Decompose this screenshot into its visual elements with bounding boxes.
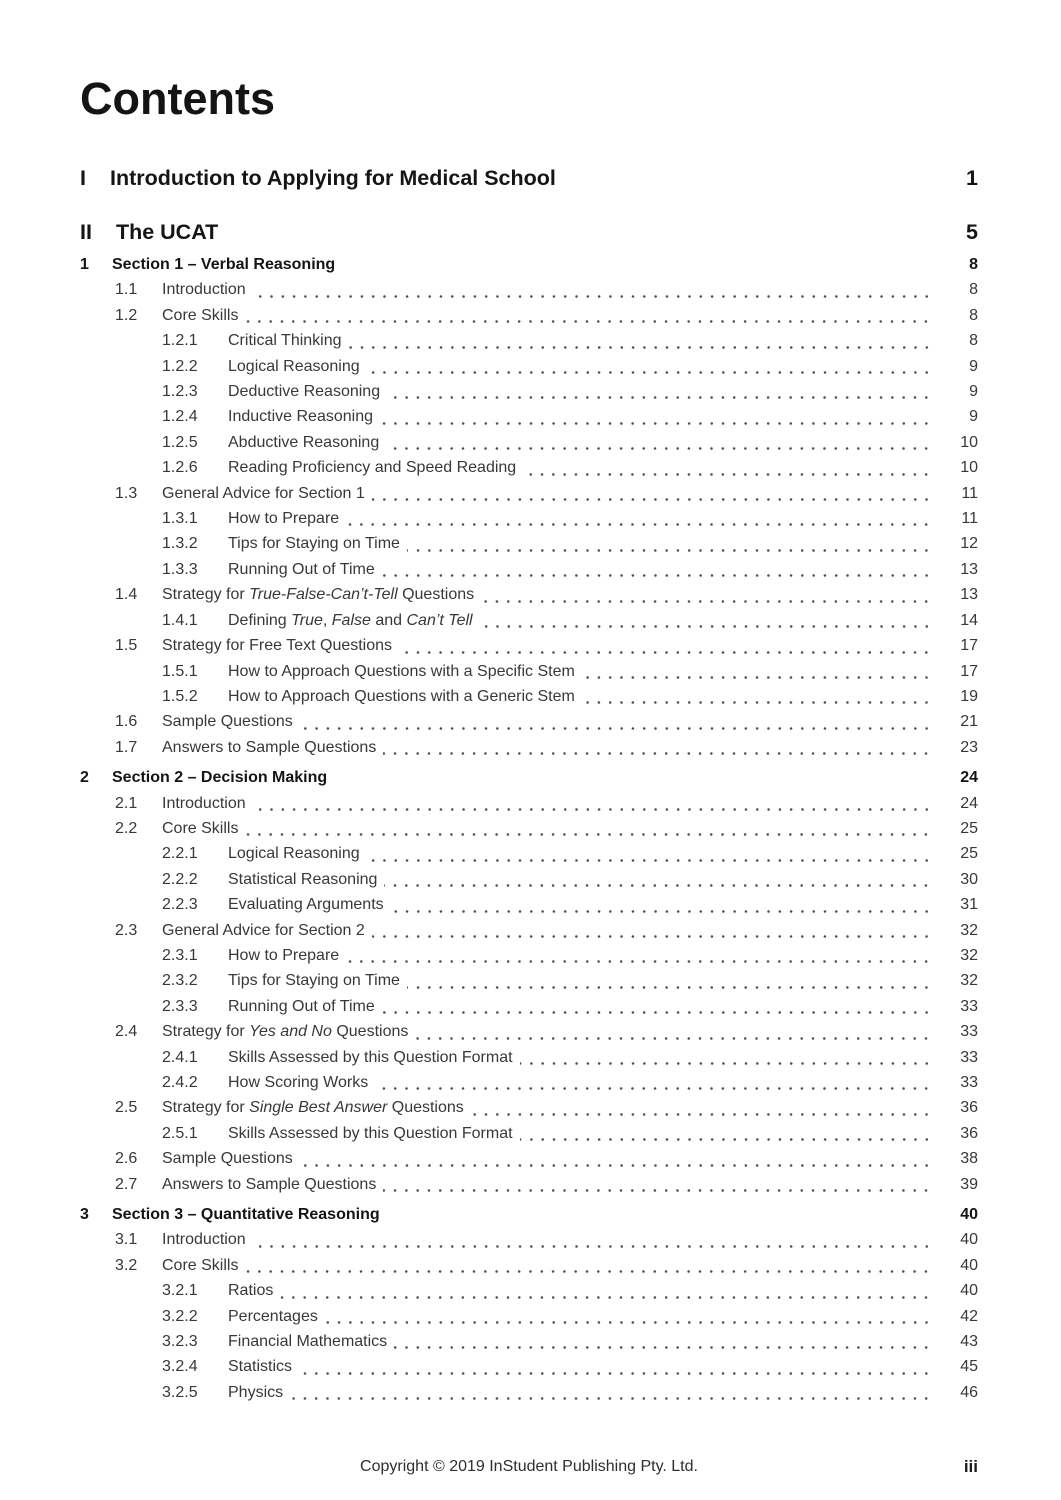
toc-entry-page: 24 xyxy=(960,769,978,787)
toc-entry-title: Deductive Reasoning xyxy=(228,383,381,401)
dot-leader xyxy=(415,1036,932,1041)
toc-entry-number: I xyxy=(80,166,86,190)
toc-entry-2-4-1 xyxy=(80,1045,978,1070)
toc-entry-title: How to Prepare xyxy=(228,510,340,528)
toc-entry-2-1 xyxy=(80,791,978,816)
toc-entry-title: Logical Reasoning xyxy=(228,357,360,375)
dot-leader xyxy=(290,1396,932,1401)
toc-entry-page: 8 xyxy=(969,332,978,350)
toc-entry-page: 45 xyxy=(960,1358,978,1376)
toc-entry-title: Running Out of Time xyxy=(228,560,375,578)
toc-entry-2-2 xyxy=(80,816,978,841)
toc-entry-number: 1.5.2 xyxy=(162,687,198,705)
toc-entry-page: 13 xyxy=(960,560,978,578)
toc-entry-page: 8 xyxy=(969,256,978,273)
toc-entry-number: 3.2 xyxy=(115,1256,138,1274)
toc-entry-number: 2.2.1 xyxy=(162,845,198,863)
toc-entry-title: Ratios xyxy=(228,1282,274,1300)
toc-entry-title: Defining True, False and Can’t Tell xyxy=(228,611,473,629)
toc-entry-2-2-2 xyxy=(80,867,978,892)
toc-entry-number: 1.3.2 xyxy=(162,535,198,553)
toc-entry-2-2-3 xyxy=(80,892,978,917)
toc-entry-number: 1.2.1 xyxy=(162,332,198,350)
toc-entry-title: Answers to Sample Questions xyxy=(162,738,377,756)
dot-leader xyxy=(346,522,932,527)
toc-entry-page: 9 xyxy=(969,383,978,401)
toc-entry-number: 1.2.6 xyxy=(162,459,198,477)
toc-entry-page: 23 xyxy=(960,738,978,756)
toc-entry-2-6 xyxy=(80,1146,978,1171)
dot-leader xyxy=(387,395,932,400)
dot-leader xyxy=(245,1269,932,1274)
dot-leader xyxy=(582,675,932,680)
toc-entry-page: 40 xyxy=(960,1231,978,1249)
dot-leader xyxy=(300,1163,932,1168)
toc-entry-1-2-3 xyxy=(80,379,978,404)
toc-entry-3-2-1 xyxy=(80,1278,978,1303)
toc-entry-number: 1.5 xyxy=(115,637,138,655)
toc-entry-title: Percentages xyxy=(228,1307,318,1325)
toc-entry-1-2-1 xyxy=(80,328,978,353)
toc-entry-title: Skills Assessed by this Question Format xyxy=(228,1124,513,1142)
toc-entry-number: 2.5 xyxy=(115,1099,138,1117)
toc-entry-title: How Scoring Works xyxy=(228,1074,369,1091)
toc-entry-page: 14 xyxy=(960,611,978,629)
toc-entry-2 xyxy=(80,765,978,790)
toc-entry-page: 10 xyxy=(960,459,978,477)
toc-entry-i xyxy=(80,163,978,193)
dot-leader xyxy=(380,421,932,426)
toc-entry-title: Tips for Staying on Time xyxy=(228,535,400,553)
dot-leader xyxy=(346,959,932,964)
toc-entry-2-4-2 xyxy=(80,1070,978,1095)
toc-entry-1-2-2 xyxy=(80,354,978,379)
toc-entry-number: 1.4.1 xyxy=(162,611,198,629)
dot-leader xyxy=(280,1295,932,1300)
toc-entry-title: Introduction xyxy=(162,794,246,812)
toc-entry-title: How to Approach Questions with a Specific Stem xyxy=(228,662,575,680)
toc-entry-page: 9 xyxy=(969,357,978,375)
copyright-text: Copyright © 2019 InStudent Publishing Pty. Ltd. xyxy=(360,1458,698,1475)
toc-entry-page: 11 xyxy=(961,510,978,528)
toc-entry-1-3-3 xyxy=(80,557,978,582)
toc-entry-page: 40 xyxy=(960,1256,978,1274)
toc-entry-1-2-4 xyxy=(80,404,978,429)
dot-leader xyxy=(382,1010,932,1015)
toc-entry-1-5 xyxy=(80,633,978,658)
dot-leader xyxy=(480,624,932,629)
toc-entry-page: 19 xyxy=(960,687,978,705)
toc-entry-2-4 xyxy=(80,1019,978,1044)
toc-entry-page: 8 xyxy=(969,306,978,324)
toc-entry-page: 25 xyxy=(960,845,978,863)
toc-entry-page: 9 xyxy=(969,408,978,426)
toc-entry-1 xyxy=(80,252,978,277)
toc-entry-page: 40 xyxy=(960,1206,978,1224)
toc-entry-page: 12 xyxy=(960,535,978,553)
toc-entry-page: 33 xyxy=(960,1023,978,1041)
toc-entry-title: Introduction xyxy=(162,1231,246,1249)
toc-entry-2-5 xyxy=(80,1095,978,1120)
toc-entry-number: 1.3.1 xyxy=(162,510,198,528)
toc-entry-title: Statistical Reasoning xyxy=(228,870,378,888)
toc-entry-title: Skills Assessed by this Question Format xyxy=(228,1048,513,1066)
toc-entry-number: II xyxy=(80,220,92,244)
toc-entry-number: 1.2.5 xyxy=(162,433,198,451)
toc-entry-page: 36 xyxy=(960,1124,978,1142)
toc-entry-number: 2.2 xyxy=(115,819,138,837)
toc-entry-page: 42 xyxy=(960,1307,978,1325)
toc-entry-number: 1.3 xyxy=(115,484,138,502)
toc-entry-page: 1 xyxy=(966,166,978,190)
toc-entry-2-3-1 xyxy=(80,943,978,968)
toc-entry-number: 1.5.1 xyxy=(162,662,198,680)
dot-leader xyxy=(382,573,932,578)
toc-entry-title: Section 2 – Decision Making xyxy=(112,769,328,787)
toc-entry-title: Critical Thinking xyxy=(228,332,342,350)
toc-entry-title: Running Out of Time xyxy=(228,997,375,1015)
dot-leader xyxy=(367,858,932,863)
dot-leader xyxy=(523,472,932,477)
toc-entry-number: 1.6 xyxy=(115,713,138,731)
toc-entry-number: 1.7 xyxy=(115,738,138,756)
dot-leader xyxy=(372,497,932,502)
toc-entry-1-3-1 xyxy=(80,506,978,531)
dot-leader xyxy=(300,726,932,731)
toc-entry-3-2-2 xyxy=(80,1304,978,1329)
folio-page-number: iii xyxy=(963,1457,978,1476)
toc-entry-number: 3.2.2 xyxy=(162,1307,198,1325)
dot-leader xyxy=(383,1188,932,1193)
toc-entry-title: Statistics xyxy=(228,1358,293,1376)
toc-entry-page: 25 xyxy=(960,819,978,837)
toc-entry-number: 3.2.5 xyxy=(162,1383,198,1401)
dot-leader xyxy=(325,1320,932,1325)
toc-entry-number: 3 xyxy=(80,1206,89,1224)
toc-entry-number: 1.3.3 xyxy=(162,560,198,578)
dot-leader xyxy=(386,446,932,451)
dot-leader xyxy=(349,345,932,350)
toc-entry-number: 1.1 xyxy=(115,281,138,299)
toc-entry-title: Strategy for Single Best Answer Questions xyxy=(162,1099,464,1117)
toc-entry-page: 17 xyxy=(960,662,978,680)
toc-entry-page: 40 xyxy=(960,1282,978,1300)
toc-entry-number: 2 xyxy=(80,769,89,787)
toc-entry-page: 31 xyxy=(960,896,978,914)
toc-entry-1-3 xyxy=(80,481,978,506)
toc-entry-page: 24 xyxy=(960,794,978,812)
toc-entry-title: Core Skills xyxy=(162,306,239,324)
toc-entry-page: 32 xyxy=(960,946,978,964)
toc-entry-1-2-6 xyxy=(80,455,978,480)
toc-entry-number: 1.2.4 xyxy=(162,408,198,426)
toc-entry-1-5-1 xyxy=(80,659,978,684)
toc-entry-page: 33 xyxy=(960,997,978,1015)
toc-entry-title: General Advice for Section 1 xyxy=(162,484,365,502)
toc-entry-title: General Advice for Section 2 xyxy=(162,921,365,939)
toc-entry-title: Strategy for Yes and No Questions xyxy=(162,1023,409,1041)
toc-list xyxy=(80,163,978,1405)
dot-leader xyxy=(253,807,932,812)
toc-entry-2-3-3 xyxy=(80,994,978,1019)
toc-entry-title: Evaluating Arguments xyxy=(228,896,384,914)
toc-entry-2-3-2 xyxy=(80,968,978,993)
toc-entry-title: Strategy for True-False-Can’t-Tell Questions xyxy=(162,586,475,604)
toc-entry-1-2 xyxy=(80,303,978,328)
toc-entry-number: 3.2.1 xyxy=(162,1282,198,1300)
dot-leader xyxy=(299,1371,932,1376)
toc-entry-number: 2.6 xyxy=(115,1150,138,1168)
dot-leader xyxy=(391,909,932,914)
dot-leader xyxy=(471,1112,932,1117)
dot-leader xyxy=(582,700,932,705)
toc-entry-title: Tips for Staying on Time xyxy=(228,972,400,990)
page-footer xyxy=(80,1456,978,1478)
toc-entry-page: 11 xyxy=(961,484,978,502)
dot-leader xyxy=(481,599,932,604)
toc-entry-title: How to Approach Questions with a Generic Stem xyxy=(228,687,575,705)
dot-leader xyxy=(245,832,932,837)
dot-leader xyxy=(384,883,932,888)
toc-entry-1-5-2 xyxy=(80,684,978,709)
dot-leader xyxy=(253,1244,932,1249)
toc-entry-3-2-4 xyxy=(80,1354,978,1379)
dot-leader xyxy=(253,294,932,299)
toc-entry-1-7 xyxy=(80,735,978,760)
toc-entry-page: 32 xyxy=(960,972,978,990)
toc-entry-number: 1 xyxy=(80,256,89,273)
toc-entry-title: Section 3 – Quantitative Reasoning xyxy=(112,1206,380,1224)
toc-entry-page: 39 xyxy=(960,1175,978,1193)
toc-entry-title: Core Skills xyxy=(162,1256,239,1274)
toc-entry-title: Core Skills xyxy=(162,819,239,837)
toc-entry-3 xyxy=(80,1202,978,1227)
toc-entry-number: 2.1 xyxy=(115,794,138,812)
toc-entry-page: 13 xyxy=(960,586,978,604)
toc-entry-title: Introduction xyxy=(162,281,246,299)
toc-entry-page: 33 xyxy=(960,1048,978,1066)
toc-entry-3-1 xyxy=(80,1227,978,1252)
toc-entry-number: 3.2.3 xyxy=(162,1333,198,1351)
toc-entry-title: Introduction to Applying for Medical School xyxy=(109,166,556,190)
toc-entry-3-2-5 xyxy=(80,1380,978,1405)
toc-entry-number: 2.7 xyxy=(115,1175,138,1193)
toc-entry-number: 1.2.2 xyxy=(162,357,198,375)
toc-entry-title: Sample Questions xyxy=(162,713,293,731)
toc-entry-number: 1.2.3 xyxy=(162,383,198,401)
toc-entry-page: 10 xyxy=(960,433,978,451)
toc-entry-title: Logical Reasoning xyxy=(228,845,360,863)
toc-entry-1-4 xyxy=(80,582,978,607)
dot-leader xyxy=(367,370,932,375)
toc-entry-title: Strategy for Free Text Questions xyxy=(162,637,393,655)
toc-entry-number: 2.3 xyxy=(115,921,138,939)
toc-entry-title: Abductive Reasoning xyxy=(228,433,380,451)
toc-entry-page: 43 xyxy=(960,1333,978,1351)
toc-entry-ii xyxy=(80,217,978,247)
toc-entry-title: Section 1 – Verbal Reasoning xyxy=(112,256,336,273)
toc-entry-page: 33 xyxy=(960,1074,978,1091)
toc-entry-number: 2.2.3 xyxy=(162,896,198,914)
dot-leader xyxy=(520,1137,932,1142)
toc-entry-page: 21 xyxy=(960,713,978,731)
dot-leader xyxy=(372,934,932,939)
toc-entry-title: Answers to Sample Questions xyxy=(162,1175,377,1193)
toc-entry-number: 2.3.2 xyxy=(162,972,198,990)
toc-entry-number: 3.1 xyxy=(115,1231,138,1249)
toc-entry-number: 2.5.1 xyxy=(162,1124,198,1142)
toc-entry-title: How to Prepare xyxy=(228,946,340,964)
toc-entry-3-2-3 xyxy=(80,1329,978,1354)
toc-entry-2-2-1 xyxy=(80,841,978,866)
page-title: Contents xyxy=(80,73,275,124)
toc-entry-title: Inductive Reasoning xyxy=(228,408,373,426)
toc-entry-2-5-1 xyxy=(80,1121,978,1146)
dot-leader xyxy=(375,1086,932,1091)
toc-entry-1-2-5 xyxy=(80,430,978,455)
dot-leader xyxy=(407,985,932,990)
toc-entry-page: 17 xyxy=(960,637,978,655)
toc-entry-page: 8 xyxy=(969,281,978,299)
toc-entry-title: Financial Mathematics xyxy=(228,1333,388,1351)
dot-leader xyxy=(394,1345,932,1350)
toc-entry-page: 38 xyxy=(960,1150,978,1168)
toc-entry-page: 46 xyxy=(960,1383,978,1401)
toc-entry-1-3-2 xyxy=(80,531,978,556)
toc-entry-page: 30 xyxy=(960,870,978,888)
toc-entry-title: Sample Questions xyxy=(162,1150,293,1168)
toc-entry-page: 32 xyxy=(960,921,978,939)
toc-entry-1-4-1 xyxy=(80,608,978,633)
toc-entry-2-3 xyxy=(80,918,978,943)
toc-entry-number: 2.4.1 xyxy=(162,1048,198,1066)
toc-entry-1-6 xyxy=(80,709,978,734)
toc-entry-page: 5 xyxy=(966,220,978,244)
toc-entry-number: 2.3.1 xyxy=(162,946,198,964)
toc-entry-number: 1.4 xyxy=(115,586,138,604)
toc-entry-page: 36 xyxy=(960,1099,978,1117)
dot-leader xyxy=(399,650,932,655)
toc-entry-title: Physics xyxy=(228,1383,284,1401)
toc-entry-number: 2.4 xyxy=(115,1023,138,1041)
dot-leader xyxy=(520,1061,932,1066)
toc-entry-number: 2.2.2 xyxy=(162,870,198,888)
dot-leader xyxy=(245,319,932,324)
toc-entry-number: 3.2.4 xyxy=(162,1358,198,1376)
toc-entry-number: 2.4.2 xyxy=(162,1074,198,1091)
toc-entry-number: 2.3.3 xyxy=(162,997,198,1015)
toc-entry-title: The UCAT xyxy=(115,220,219,244)
dot-leader xyxy=(383,751,932,756)
toc-entry-1-1 xyxy=(80,277,978,302)
toc-entry-title: Reading Proficiency and Speed Reading xyxy=(228,459,517,477)
dot-leader xyxy=(407,548,932,553)
toc-entry-number: 1.2 xyxy=(115,306,138,324)
toc-entry-2-7 xyxy=(80,1172,978,1197)
toc-entry-3-2 xyxy=(80,1253,978,1278)
